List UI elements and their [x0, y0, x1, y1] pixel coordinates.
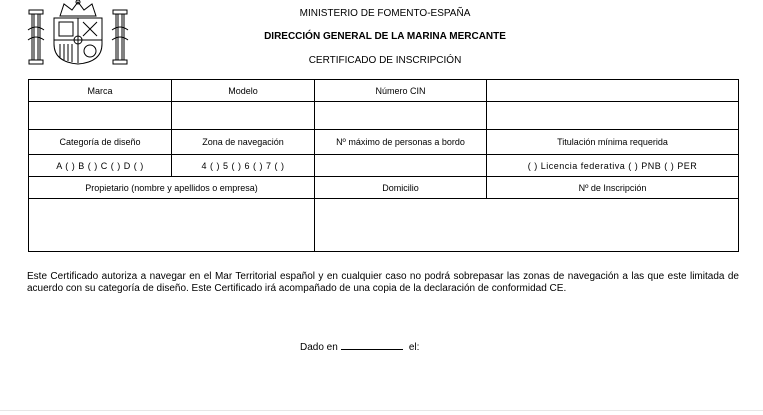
registration-number-header: Nº de Inscripción [487, 177, 739, 199]
max-persons-header: Nº máximo de personas a bordo [315, 130, 487, 155]
table-value-row [29, 199, 739, 252]
owner-field[interactable] [29, 199, 315, 252]
navigation-zone-header: Zona de navegación [172, 130, 315, 155]
table-value-row [29, 102, 739, 130]
authorization-paragraph: Este Certificado autoriza a navegar en el Mar Territorial español y en cualquier caso no podrá sobrepasar las zonas de navegación a las que este limitada de acuerdo con su categoría de diseño. Este Certificado irá acompañado de una copia de la declaración de conformidad CE. [27, 271, 739, 294]
given-at-line [300, 340, 500, 353]
table-header-row [29, 80, 739, 102]
cin-number-header: Número CIN [315, 80, 487, 102]
design-category-header: Categoría de diseño [29, 130, 172, 155]
qualification-options[interactable]: ( ) Licencia federativa ( ) PNB ( ) PER [487, 155, 739, 177]
address-registration-field[interactable] [315, 199, 739, 252]
cin-number-field[interactable] [315, 102, 487, 130]
model-header: Modelo [172, 80, 315, 102]
table-header-row [29, 130, 739, 155]
given-at-label: Dado en [300, 342, 338, 353]
directorate-title: DIRECCIÓN GENERAL DE LA MARINA MERCANTE [264, 31, 506, 42]
place-blank-field[interactable] [341, 340, 403, 350]
certificate-form-table [28, 79, 739, 252]
table-value-row [29, 155, 739, 177]
address-header: Domicilio [315, 177, 487, 199]
certificate-title: CERTIFICADO DE INSCRIPCIÓN [308, 55, 462, 66]
navigation-zone-options[interactable]: 4 ( ) 5 ( ) 6 ( ) 7 ( ) [172, 155, 315, 177]
model-field[interactable] [172, 102, 315, 130]
required-qualification-header: Titulación mínima requerida [487, 130, 739, 155]
ministry-title: MINISTERIO DE FOMENTO-ESPAÑA [299, 8, 471, 19]
empty-header-cell [487, 80, 739, 102]
brand-field[interactable] [29, 102, 172, 130]
owner-header: Propietario (nombre y apellidos o empresa) [29, 177, 315, 199]
max-persons-field[interactable] [315, 155, 487, 177]
page-edge-divider [0, 410, 763, 411]
extra-field[interactable] [487, 102, 739, 130]
brand-header: Marca [29, 80, 172, 102]
design-category-options[interactable]: A ( ) B ( ) C ( ) D ( ) [29, 155, 172, 177]
table-header-row [29, 177, 739, 199]
coat-of-arms-emblem [22, 0, 134, 66]
date-label: el: [408, 342, 420, 353]
